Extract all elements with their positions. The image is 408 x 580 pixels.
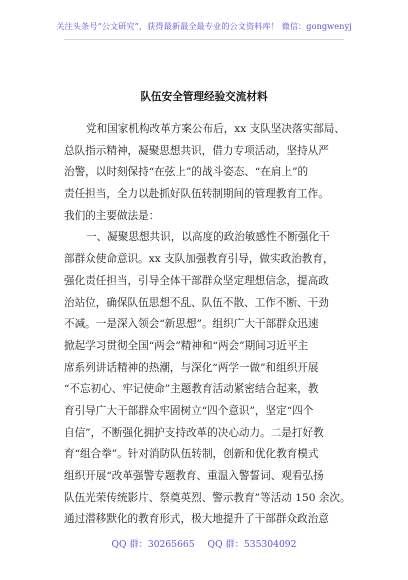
body-line: 党和国家机构改革方案公布后，xx 支队坚决落实部局、 (86, 123, 345, 135)
body-line: 强化责任担当，引导全体干部群众坚定理想信念，提高政 (64, 275, 329, 287)
body-line: 责任担当，全力以赴抓好队伍转制期间的管理教育工作。 (64, 188, 329, 200)
footer-qq-group-2: QQ 群：535304092 (207, 539, 297, 550)
footer-qq-groups (0, 539, 408, 551)
body-line: 不减。一是深入领会“新思想”。组织广大干部群众迅速 (64, 318, 319, 330)
body-line: 育“组合拳”。针对消防队伍转制，创新和优化教育模式 (64, 448, 319, 460)
body-line: 我们的主要做法是： (64, 210, 160, 222)
header-banner: 关注头条号“公文研究”，获得最新最全最专业的公文资料库！ 微信：gongwenyj (56, 21, 352, 31)
body-line: 组织开展“改革强警专题教育、重温入警誓词、观看弘扬 (64, 470, 324, 482)
document-title: 队伍安全管理经验交流材料 (140, 91, 268, 103)
body-line: 通过潜移默化的教育形式，极大地提升了干部群众政治意 (64, 513, 329, 525)
body-line: 治警，以时刻保持“在弦上”的战斗姿态、“在肩上”的 (64, 166, 309, 178)
header-divider (64, 39, 344, 40)
footer-qq-group-1: QQ 群：30265665 (111, 539, 195, 550)
body-line: 部群众使命意识。xx 支队加强教育引导，做实政治教育， (64, 253, 334, 265)
body-line: 育引导广大干部群众牢固树立“四个意识”，坚定“四个 (64, 405, 314, 417)
body-line: 自信”，不断强化拥护支持改革的决心动力。二是打好教 (64, 427, 324, 439)
body-line: 掀起学习贯彻全国“两会”精神和“两会”期间习近平主 (64, 340, 309, 352)
body-line: 席系列讲话精神的热潮，与深化“两学一做”和组织开展 (64, 362, 319, 374)
body-line: “不忘初心、牢记使命”主题教育活动紧密结合起来，教 (64, 383, 319, 395)
body-line: 治站位，确保队伍思想不乱、队伍不散、工作不断、干劲 (64, 297, 329, 309)
body-line: 一、凝聚思想共识，以高度的政治敏感性不断强化干 (86, 231, 330, 243)
body-line: 队伍光荣传统影片、祭奠英烈、警示教育”等活动 150 余次。 (64, 492, 351, 504)
body-line: 总队指示精神，凝聚思想共识，借力专项活动，坚持从严 (64, 145, 329, 157)
